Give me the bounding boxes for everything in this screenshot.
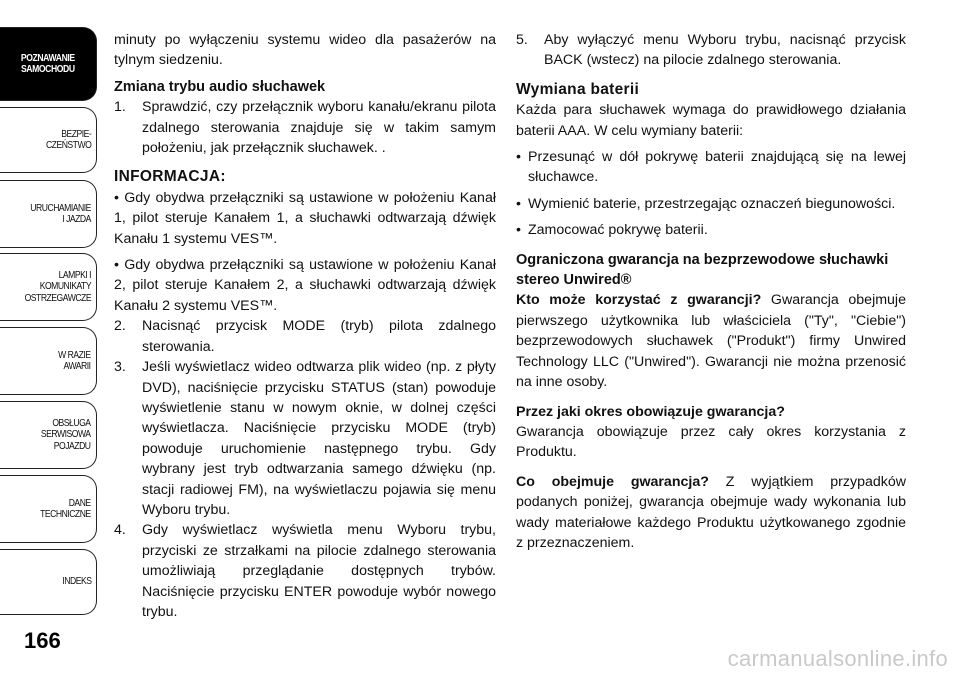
tab-bezpieczenstwo[interactable] bbox=[0, 107, 97, 173]
step-text: Gdy wyświetlacz wyświetla menu Wyboru trybu, przyciski ze strzałkami na pilocie zdalnego sterowania umożliwiają przeglądanie dostępnych trybów. Naciśnięcie przycisku ENTER powoduje wybór nowego trybu. bbox=[142, 522, 496, 620]
bullet-item-2 bbox=[516, 194, 906, 214]
numbered-step-1 bbox=[114, 97, 496, 158]
tab-uruchamianie-i-jazda[interactable] bbox=[0, 180, 97, 248]
tab-label: OBSŁUGA SERWISOWA POJAZDU bbox=[41, 416, 91, 452]
note-item-2: • Gdy obydwa przełączniki są ustawione w położeniu Kanał 2, pilot steruje Kanałem 2, a słuchawki odtwarzają dźwięk Kanału 2 systemu VES™. bbox=[114, 257, 496, 314]
step-number: 5. bbox=[516, 32, 528, 48]
numbered-step-3 bbox=[114, 357, 496, 520]
step-text: Sprawdzić, czy przełącznik wyboru kanału/ekranu pilota zdalnego sterowania znajduje się w takim samym położeniu, jak przełącznik słuchawek. . bbox=[142, 99, 496, 157]
section-heading-audio-mode: Zmiana trybu audio słuchawek bbox=[114, 78, 326, 95]
tab-label: POZNAWANIE SAMOCHODU bbox=[21, 51, 75, 75]
note-item-1: • Gdy obydwa przełączniki są ustawione w położeniu Kanał 1, pilot steruje Kanałem 1, a słuchawki odtwarzają dźwięk Kanału 1 systemu VES™. bbox=[114, 189, 496, 247]
tab-label: BEZPIE- CZEŃSTWO bbox=[45, 127, 91, 151]
answer-coverage: Z wyjątkiem przypadków podanych poniżej, gwarancja obejmuje wady wykonania lub wady materiałowe każdego Produktu użytkowanego zgodnie z przeznaczeniem. bbox=[516, 473, 906, 551]
step-text: Aby wyłączyć menu Wyboru trybu, nacisnąć przycisk BACK (wstecz) na pilocie zdalnego sterowania. bbox=[544, 32, 906, 69]
tab-dane-techniczne[interactable] bbox=[0, 475, 97, 543]
bullet-text: Wymienić baterie, przestrzegając oznaczeń biegunowości. bbox=[528, 195, 896, 212]
warranty-coverage bbox=[516, 472, 906, 554]
tab-label: LAMPKI I KOMUNIKATY OSTRZEGAWCZE bbox=[24, 268, 91, 304]
tab-label: URUCHAMIANIE I JAZDA bbox=[30, 201, 91, 225]
watermark-text: carmanualsonline.info bbox=[727, 646, 948, 671]
step-number: 3. bbox=[114, 359, 126, 376]
tab-label: DANE TECHNICZNE bbox=[40, 496, 91, 520]
numbered-step-5 bbox=[516, 30, 906, 71]
step-number: 4. bbox=[114, 522, 126, 539]
tab-w-razie-awarii[interactable] bbox=[0, 327, 97, 395]
bullet-text: Zamocować pokrywę baterii. bbox=[528, 222, 708, 239]
bullet-icon: • bbox=[516, 195, 521, 212]
step-number: 1. bbox=[114, 99, 126, 116]
bullet-text: Przesunąć w dół pokrywę baterii znajdującą się na lewej słuchawce. bbox=[528, 149, 906, 186]
intro-text: minuty po wyłączeniu systemu wideo dla pasażerów na tylnym siedzeniu. bbox=[114, 32, 496, 69]
numbered-step-2 bbox=[114, 316, 496, 357]
note-heading: INFORMACJA: bbox=[114, 168, 226, 186]
step-text: Nacisnąć przycisk MODE (tryb) pilota zdalnego sterowania. bbox=[142, 318, 496, 355]
warranty-who bbox=[516, 290, 906, 392]
warranty-period bbox=[516, 402, 906, 463]
step-number: 2. bbox=[114, 318, 126, 335]
bullet-icon: • bbox=[516, 149, 521, 166]
tab-label: INDEKS bbox=[61, 575, 91, 588]
tab-poznawanie-samochodu[interactable] bbox=[0, 27, 97, 101]
page-number: 166 bbox=[24, 628, 61, 653]
section-heading-battery: Wymiana baterii bbox=[516, 80, 640, 98]
tab-indeks[interactable] bbox=[0, 549, 97, 615]
left-column bbox=[114, 30, 496, 622]
question-who: Kto może korzystać z gwarancji? bbox=[516, 292, 762, 309]
bullet-icon: • bbox=[516, 222, 521, 239]
right-column bbox=[516, 30, 906, 553]
numbered-step-4 bbox=[114, 520, 496, 622]
bullet-item-3 bbox=[516, 220, 906, 240]
answer-who: Gwarancja obejmuje pierwszego użytkownika lub właściciela ("Ty", "Ciebie") bezprzewodowych słuchawek ("Produkt") firmy Unwired Technology LLC ("Unwired"). Gwarancji nie można przenosić na inne osoby. bbox=[516, 292, 906, 391]
tab-lampki-i-komunikaty[interactable] bbox=[0, 253, 97, 321]
question-coverage: Co obejmuje gwarancja? bbox=[516, 473, 709, 490]
tab-obsluga-serwisowa[interactable] bbox=[0, 401, 97, 469]
question-period: Przez jaki okres obowiązuje gwarancja? bbox=[516, 403, 785, 420]
bullet-item-1 bbox=[516, 147, 906, 188]
tab-label: W RAZIE AWARII bbox=[58, 348, 91, 372]
step-text: Jeśli wyświetlacz wideo odtwarza plik wideo (np. z płyty DVD), naciśnięcie przycisku STATUS (stan) powoduje wyświetlenie stanu w nowym oknie, w dolnej części wyświetlacza. Naciśnięcie przycisku MODE (tryb) powoduje uruchomienie następnego trybu. Gdy wybrany jest tryb odtwarzania samego dźwięku (np. stacji radiowej FM), na wyświetlaczu pojawia się menu Wyboru trybu. bbox=[142, 359, 496, 518]
section-heading-warranty: Ograniczona gwarancja na bezprzewodowe słuchawki stereo Unwired® bbox=[516, 251, 889, 289]
battery-intro: Każda para słuchawek wymaga do prawidłowego działania baterii AAA. W celu wymiany baterii: bbox=[516, 102, 906, 139]
answer-period: Gwarancja obowiązuje przez cały okres korzystania z Produktu. bbox=[516, 423, 906, 461]
chapter-sidebar bbox=[0, 0, 100, 678]
